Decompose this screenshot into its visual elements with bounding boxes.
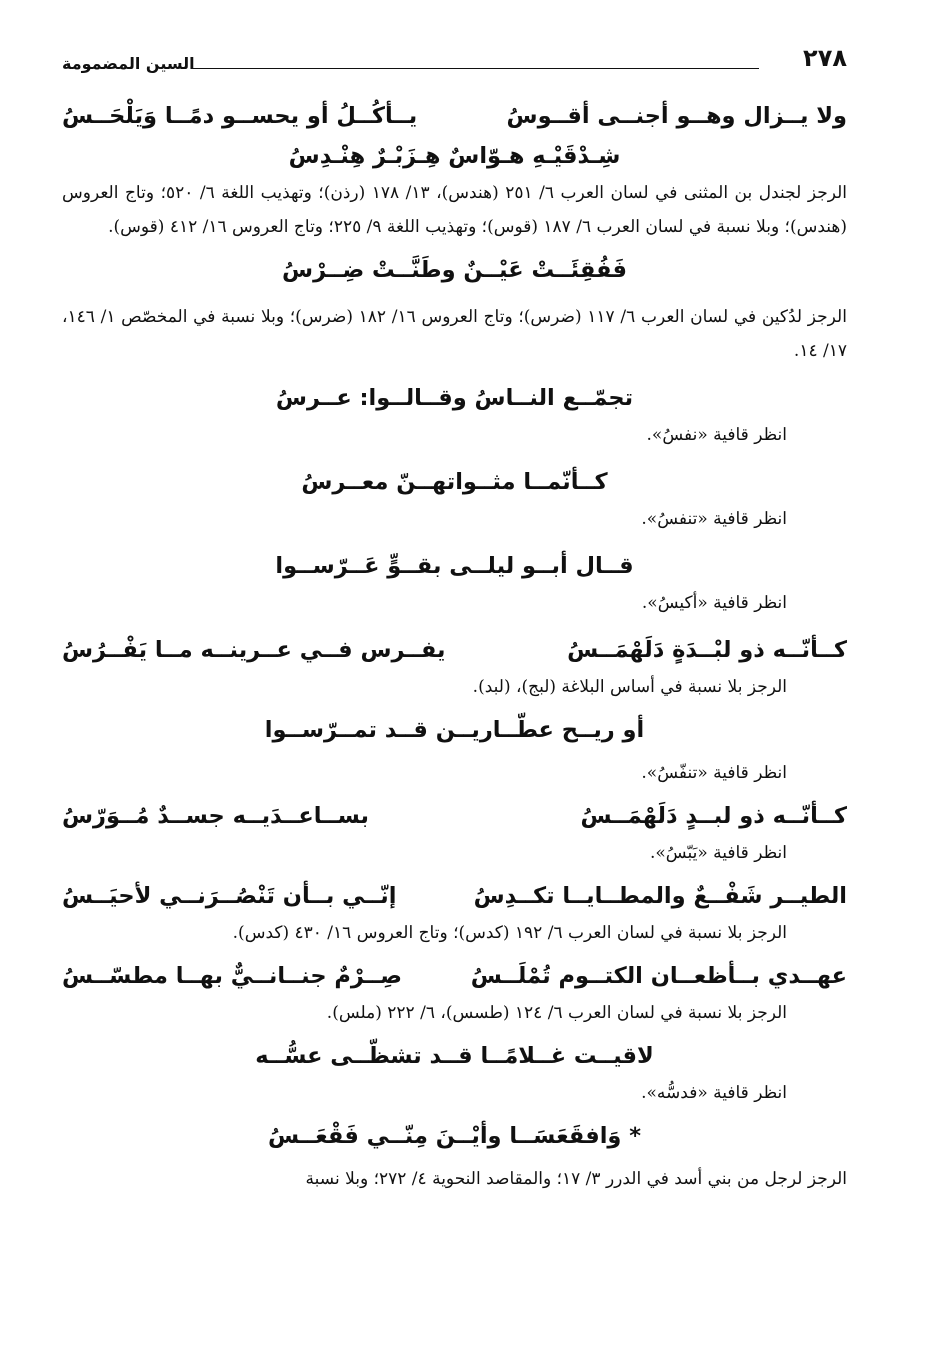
verse-line — [62, 956, 847, 996]
page-header — [62, 44, 847, 78]
source-note: الرجز بلا نسبة في لسان العرب ٦/ ١٩٢ (كدس)؛ وتاج العروس ١٦/ ٤٣٠ (كدس). — [232, 923, 787, 943]
verse-continuation: شِـدْقَيْـهِ هـوّاسٌ هِـزَبْـرٌ هِنْـدِسُ — [288, 143, 621, 169]
verse-line: قــال أبــو ليلــى بقــوٍّ عَــرّســوا — [275, 553, 634, 579]
verse-first-hemistich: كــأنّــه ذو لبــدٍ دَلَهْمَــسُ — [580, 803, 847, 829]
page-number: ٢٧٨ — [803, 44, 847, 72]
verse-line: * وَافقَعَسَــا وأيْــنَ مِنّــي فَقْعَــسُ — [268, 1123, 641, 1149]
verse-first-hemistich: عهــدي بــأظعــان الكتــوم تُمْلَــسُ — [470, 963, 847, 989]
verse-first-hemistich: الطيــر شَفْــعٌ والمطــايــا تكــدِسُ — [473, 883, 847, 909]
cross-reference-note: انظر قافية «فدسُّه». — [641, 1083, 787, 1103]
verse-second-hemistich: إنّــي بــأن تَنْصُــرَنــي لأحيَــسُ — [62, 883, 397, 909]
source-note: الرجز بلا نسبة في أساس البلاغة (لبج)، (لبد). — [472, 677, 787, 697]
source-note: الرجز بلا نسبة في لسان العرب ٦/ ١٢٤ (طسس)، ٦/ ٢٢٢ (ملس). — [326, 1003, 787, 1023]
page-content — [62, 96, 847, 1196]
source-note: الرجز لدُكين في لسان العرب ٦/ ١١٧ (ضرس)؛ وتاج العروس ١٦/ ١٨٢ (ضرس)؛ وبلا نسبة في المخصّص ١/ ١٤٦، ١٧/ ١٤. — [62, 307, 847, 361]
cross-reference-note: انظر قافية «يَبّسُ». — [649, 843, 787, 863]
header-rule — [192, 68, 759, 69]
verse-first-hemistich: ولا يــزال وهــو أجنــى أقــوسُ — [506, 103, 847, 129]
verse-first-hemistich: كــأنّــه ذو لبْــدَةٍ دَلَهْمَــسُ — [567, 637, 847, 663]
verse-second-hemistich: بســاعــدَيــه جســدٌ مُــوَرّسُ — [62, 803, 369, 829]
verse-line: تجمّــع النــاسُ وقــالــوا: عــرسُ — [275, 385, 634, 411]
verse-line: كــأنّمــا مثــواتهــنّ معــرسُ — [301, 469, 608, 495]
running-head: السين المضمومة — [62, 54, 195, 73]
cross-reference-note: انظر قافية «أكيسُ». — [641, 593, 787, 613]
source-note: الرجز لرجل من بني أسد في الدرر ٣/ ١٧؛ والمقاصد النحوية ٤/ ٢٧٢؛ وبلا نسبة — [305, 1169, 847, 1189]
verse-line: أو ريــح عطّــاريــن قــد تمــرّســوا — [264, 717, 645, 743]
verse-line — [62, 630, 847, 670]
source-note: الرجز لجندل بن المثنى في لسان العرب ٦/ ٢٥١ (هندس)، ١٣/ ١٧٨ (رذن)؛ وتهذيب اللغة ٦/ ٥٢٠؛ وتاج العروس (هندس)؛ وبلا نسبة في لسان العرب ٦/ ١٨٧ (قوس)؛ وتهذيب اللغة ٩/ ٢٢٥؛ وتاج العروس ١٦/ ٤١٢ (قوس). — [62, 183, 847, 237]
verse-second-hemistich: صِــرْمٌ جنــانــيٌّ بهــا مطسّــسُ — [62, 963, 402, 989]
cross-reference-note: انظر قافية «نفسُ». — [646, 425, 787, 445]
verse-line: فَفُقِئَــتْ عَيْــنٌ وطَنَّــتْ ضِــرْسُ — [282, 257, 627, 283]
cross-reference-note: انظر قافية «تنفّسُ». — [641, 763, 787, 783]
verse-line: لاقيــت غــلامًــا قــد تشظّــى عسُّــه — [255, 1043, 654, 1069]
verse-second-hemistich: يفــرس فــي عــرينــه مــا يَفْــرُسُ — [62, 637, 446, 663]
verse-line — [62, 876, 847, 916]
cross-reference-note: انظر قافية «تنفسُ». — [641, 509, 787, 529]
verse-line — [62, 796, 847, 836]
verse-second-hemistich: يــأكُــلُ أو يحســو دمًــا وَيَلْحَــسُ — [62, 103, 418, 129]
verse-line — [62, 96, 847, 136]
